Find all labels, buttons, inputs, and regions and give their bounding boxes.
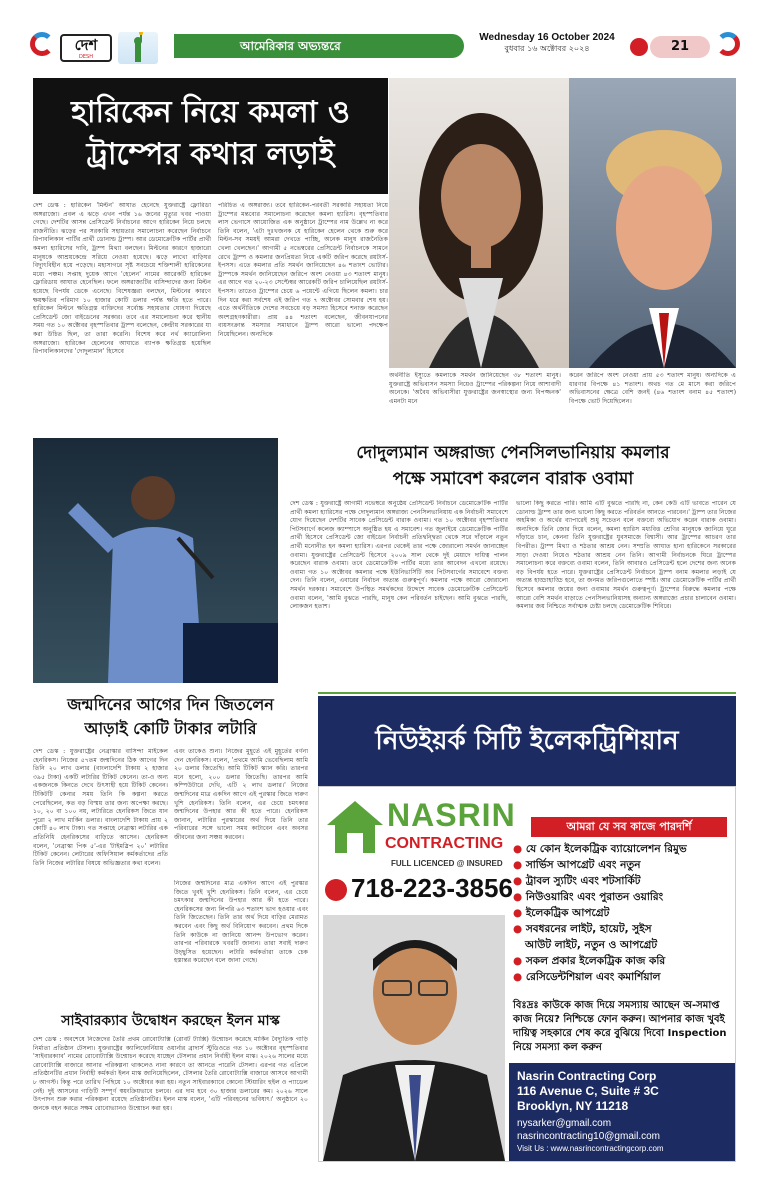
website-link[interactable]: Visit Us : www.nasrincontractingcorp.com	[517, 1144, 664, 1153]
story3-column-1: দেশ ডেস্ক : যুক্তরাষ্ট্রের নেব্রাস্কার বাসিন্দা মাইকেল হেনরিকস। নিজের ৫৭তম জন্মদিনের ঠিক আগের দিন তিনি ২০ লাখ ডলার (বাংলাদেশি টাকায় ২ হাজার ৩৯৫ টাকা) একটি লটারির টিকিট কেনেন। তা-ও অন্য একজনকে কিনতে দেখে উৎসাহী হয়ে টিকিট কেনেন। টিকিটটি কেনার সময় তিনি কি কল্পনা করতে পেরেছিলেন, কত বড় বিস্ময় তার জন্য অপেক্ষা করছে। ১০, ২০ বা ১০০ নয়, লটারিতে হেনরিকস জিতে যান পুরো ২ লাখ মার্কিন ডলার। বাংলাদেশি টাকায় প্রায় ২ কোটি ৪০ লাখ টাকা। গত সপ্তাহে নেব্রাস্কা লটারির এক প্রতিনিধি হেনরিকসের বাড়িতে আসেন। হেনরিকস বলেন, 'নেব্রাস্কা পিক ৫'-এর 'টাইমস্লিপ ২০' লটারির টিকিট কেনেন। লেটারের অফিসিয়াল কর্মকর্তাদের প্রতি তিনি নিজের লটারির বিষয়ে অভিজ্ঞতার কথা বলেন।	[33, 748, 168, 867]
contact-person-photo	[323, 915, 505, 1161]
email-2[interactable]: nasrincontracting10@gmail.com	[517, 1131, 660, 1142]
kamala-harris-photo	[389, 78, 569, 368]
corp-name: Nasrin Contracting Corp	[517, 1069, 657, 1083]
page-number: 21	[650, 36, 710, 58]
email-1[interactable]: nysarker@gmail.com	[517, 1118, 612, 1129]
phone-icon	[325, 879, 347, 901]
header-flag-icon	[630, 38, 648, 56]
service-item: ● সবধরনের লাইট, হায়েট, সুইস	[513, 923, 652, 935]
header-right-arc	[716, 32, 740, 56]
ad-top-rule	[318, 692, 736, 694]
story2-column-1: দেশ ডেস্ক : যুক্তরাষ্ট্রে আগামী নভেম্বরে অনুষ্ঠেয় প্রেসিডেন্ট নির্বাচনে ডেমোক্রেটিক পার্টির প্রার্থী কমলা হ্যারিসের পক্ষে দোদুল্যমান অঙ্গরাজ্য পেনসিলভানিয়ায় এক নির্বাচনী সমাবেশে যোগ দিয়েছেন দেশটির সাবেক প্রেসিডেন্ট বারাক ওবামা। গত ১০ অক্টোবর বৃহস্পতিবার পিটসবার্গে কলেজ ক্যাম্পাসে অনুষ্ঠিত হয় এ সমাবেশ। গত জুলাইয়ে ডেমোক্রেটিক পার্টির প্রার্থী হিসেবে প্রেসিডেন্ট জো বাইডেন নির্বাচনী প্রতিদ্বন্দ্বিতা থেকে সরে দাঁড়ালে নতুন প্রার্থী মনোনীত হন কমলা হ্যারিস। এরপর থেকেই তার পক্ষে জোরালো সমর্থন জানাচ্ছেন ওবামা। যুক্তরাষ্ট্রের প্রেসিডেন্ট হিসেবে ২০০৯ সাল থেকে দুই মেয়াদে দায়িত্ব পালন করেছেন বারাক ওবামা। তবে ডেমোক্রেটিক পার্টির মধ্যে তার আবেদন এখনো রয়েছে। ওবামা গত ১০ অক্টোবর কমলার পক্ষে ইউনিভার্সিটি অব পিটসবার্গের সমাবেশে বক্তব্য দেন। তিনি বলেন, এবারের নির্বাচন অত্যন্ত গুরুত্বপূর্ণ। কমলার পক্ষে আরো জোরালো সমর্থন দরকার। সমাবেশে উপস্থিত সমর্থকদের উদ্দেশে সাবেক ডেমোক্রেটিক প্রেসিডেন্ট ওবামা বলেন, 'আমি বুঝতে পারছি, মানুষ কেন পরিবর্তন চাইছেন। আমি বুঝতে পারছি, লোকজন হতাশ।	[290, 500, 508, 611]
story2-column-2: ভালো কিছু করতে পারি। আমি এটি বুঝতে পারছি না, কেন কেউ এটি ভাবতে পারেন যে ডোনাল্ড ট্রাম্প তার জন্য ভালো কিছু করতে পরিবর্তন আনতে পারবেন।' ট্রাম্প তার নিজের অহমিকা ও অর্থের ব্যাপারেই শুধু সচেতন বলে বক্তব্যে অভিযোগ করেন বারাক ওবামা। অন্যদিকে তিনি জোর দিয়ে বলেন, কমলা হ্যারিস মধ্যবিত্ত শ্রেণির মানুষকে জানিয়ে ঘুরে দাঁড়াতে চান, কেননা তিনি যুক্তরাষ্ট্রের যুবসমাজে বিশ্বাসী। আর ট্রাম্পের আচরণ তার বিপরীত। ট্রাম্প মিথ্যা ও শঠতার আশ্রয় নেন। সম্প্রতি আঘাত হানা হারিকেনে সরকারের সাড়া দেওয়া নিয়েও শঠতার আশ্রয় নেন তিনি। আগামী নির্বাচনকে ঘিরে ট্রাম্পের সমালোচনা করে বক্তব্যে ওবামা বলেন, তিনি আবারও প্রেসিডেন্ট হলে দেশের জন্য অনেক বড় বিপর্যয় হতে পারে। যুক্তরাষ্ট্রের প্রেসিডেন্ট নির্বাচনে ট্রাম্প বনাম কমলার লড়াই যে অত্যন্ত হাড্ডাহাড্ডি হবে, তা জনমত জরিপগুলোতে স্পষ্ট। আর ডেমোক্রেটিক পার্টির প্রার্থী হিসেবে কমলার জয়ের জন্য ওবামার সমর্থন গুরুত্বপূর্ণ। ট্রাম্পের বিরুদ্ধে কমলার পক্ষে আরো বেশি সমর্থন বাড়াতে পেনসিলভানিয়াসহ অন্যান্য অঙ্গরাজ্যে প্রচার চালাবেন ওবামা। কমলার জয় নিশ্চিতে সর্বাত্মক চেষ্টা চলছে ডেমোক্রেটিক শিবিরে।	[516, 500, 736, 611]
story1-caption-continued: করেন জরিপে অংশ নেওয়া প্রায় ৫৩ শতাংশ মানুষ। অন্যদিকে এ ধারণার বিপক্ষে ৪১ শতাংশ। অথচ গত মে মাসে করা জরিপে অভিবাসনের ক্ষেত্রে বেশি জনই (৪৬ শতাংশ বনাম ৪৫ শতাংশ) বিপক্ষে ভোট দিয়েছিলেন।	[569, 372, 736, 405]
header-left-arc	[30, 32, 54, 56]
story3-column-2: এবং তাকেও শুন্য। নিজের মুহূর্তে এই মুহূর্তের বর্ণনা দেন হেনরিকস। বলেন, 'প্রথমে আমি ভেবেছিলাম আমি ২০ ডলার জিতেছি। আমি টিকিট স্ক্যান করি। তারপর মনে হলো, ২০০ ডলার জিতেছি। তারপর আমি কম্পিউটারে দেখি, এটি ২ লাখ ডলার।' নিজের জন্মদিনের মাত্র একদিন আগে এই পুরস্কার জিতে দারুণ খুশি হেনরিকস। তিনি বলেন, এর চেয়ে চমৎকার জন্মদিনের উপহার আর কী হতে পারে। হেনরিকস জানান, লটারির পুরস্কারের অর্থ দিয়ে তিনি তার পরিবারের সঙ্গে ভালো সময় কাটাবেন এবং অবসর জীবনের জন্য সঞ্চয় করবেন।	[174, 748, 308, 841]
page-header	[0, 0, 770, 68]
service-item: ● ইলেকট্রিক আপগ্রেট	[513, 907, 610, 919]
service-item: ● যে কোন ইলেকট্রিক ব্যায়োলেশন রিমুভ	[513, 843, 687, 855]
service-item: ● নিউওয়ারিং এবং পুরাতন ওয়ারিং	[513, 891, 664, 903]
company-name-line1: NASRIN	[387, 797, 516, 833]
service-item: ● সার্ভিস আপগ্রেট এবং নতুন	[513, 859, 641, 871]
service-item: ● ট্রাবল স্যুটিং এবং শটসার্কিট	[513, 875, 641, 887]
story1-column-2: পরিচিত এ অঙ্গরাজ্য। তবে হারিকেন-পরবর্তী সরকারি সহায়তা নিয়ে ট্রাম্পের মন্তব্যের সমালোচনা করেছেন কমলা হ্যারিস। বৃহস্পতিবার লাস ভেগাসে আয়োজিত এক অনুষ্ঠানে ট্রাম্পের নাম উল্লেখ না করে তিনি বলেন, 'এটা দুঃখজনক যে হারিকেন হেলেন থেকে শুরু করে মিল্টন-সব সময়ই আমরা দেখতে পাচ্ছি, অনেক মানুষ রাজনৈতিক খেলা খেলছেন।' আগামী ৫ নভেম্বরের প্রেসিডেন্ট নির্বাচনকে সামনে রেখে ট্রাম্প ও কমলার জনপ্রিয়তা নিয়ে একটি জরিপ করেছে রয়টার্স-ইপসস। এতে কমলার প্রতি সমর্থন জানিয়েছেন ৪৬ শতাংশ ভোটার। ট্রাম্পকে সমর্থন জানিয়েছেন জরিপে অংশ নেওয়া ৪৩ শতাংশ মানুষ। এর আগে গত ২০-২৩ সেপ্টেম্বর আরেকটি জরিপ চালিয়েছিল রয়টার্স-ইপসস। তাতেও ট্রাম্পের চেয়ে ৬ পয়েন্টে এগিয়ে ছিলেন কমলা। চার দিন ধরে করা সর্বশেষ এই জরিপ গত ৭ অক্টোবর সোমবার শেষ হয়। এতে অর্থনীতিকে দেশের সবচেয়ে বড় সমস্যা হিসেবে শনাক্ত করেছেন অংশগ্রহণকারীরা। প্রায় ৪৪ শতাংশ বলেছেন, জীবনযাপনের ব্যয়সংক্রান্ত সমস্যার সমাধানে ট্রাম্প আরো ভালো পদক্ষেপ নিয়েছিলেন। অন্যদিকে	[218, 202, 388, 338]
story1-column-1: দেশ ডেস্ক : হারিকেন 'মিল্টন' আঘাত হেনেছে যুক্তরাষ্ট্রে ফ্লোরিডা অঙ্গরাজ্যে। প্রবল এ ঝড়ে এখন পর্যন্ত ১৬ জনের মৃত্যুর খবর পাওয়া গেছে। দেশটির আসন্ন প্রেসিডেন্ট নির্বাচনের আগে হারিকেন নিয়ে চলছে রাজনীতি। ঝড়ের পর সরকারি সহায়তার সমালোচনা করেছেন নির্বাচনে রিপাবলিকান পার্টির প্রার্থী ডোনাল্ড ট্রাম্প। আর ডেমোক্রেটিক পার্টির প্রার্থী কমলা হ্যারিসের দাবি, ট্রাম্প মিথ্যা বলছেন। মিল্টনের কারণে হাজারো মানুষকে আশ্রয়কেন্দ্রে সরিয়ে নেওয়া হয়েছে। ঝড়ে লাখো বাড়িঘর বিদ্যুৎবিহীন হয়ে পড়েছে। মহাসাগরে সৃষ্ট সবচেয়ে শক্তিশালী হারিকেনের মধ্যে পঞ্চম। সপ্তাহ দুয়েক আগে 'হেলেন' নামের আরেকটি হারিকেন ফ্লোরিডায় আঘাত হেনেছিল। ফলে অঙ্গরাজ্যটির বাসিন্দাদের জন্য মিল্টন হয়েছে বিপর্যয় ডেকে এনেছে। বিশেষজ্ঞরা বলছেন, মিল্টনের কারণে ক্ষয়ক্ষতির পরিমাণ ১০ হাজার কোটি ডলার পর্যন্ত ক্ষতি হতে পারে। হারিকেন মিল্টনে ক্ষতিগ্রস্ত ব্যক্তিদের সর্বোচ্চ সহায়তার ঘোষণা দিয়েছে প্রেসিডেন্ট জো বাইডেনের সরকার। তবে এর সমালোচনা করে স্থানীয় সময় গত ১০ অক্টোবর বৃহস্পতিবার ট্রাম্প বলেছেন, কেন্দ্রীয় সরকারের যা করা উচিত ছিল, তা তারা করেনি। বিশেষ করে নর্থ ক্যারোলিনা অঙ্গরাজ্যে। হারিকেন হেলেনের আঘাতে ব্যাপক ক্ষতিগ্রস্ত হয়েছিল রিপাবলিকানদের 'দোদুল্যমান' হিসেবে	[33, 202, 211, 356]
ad-contact-box	[509, 1063, 735, 1161]
ad-body	[318, 786, 736, 1162]
story3-column-3: নিজের জন্মদিনের মাত্র একদিন আগে এই পুরস্কার জিতে খুবই খুশি হেনরিকস। তিনি বলেন, এর চেয়ে চমৎকার জন্মদিনের উপহার আর কী হতে পারে। হেনরিকসের জন্য লিপরি ৬৩ শতাংশ ভাগ হওয়ার এবং তিনি জিতেছেন। তিনি তার অর্থ দিয়ে বাড়ির মেরামত করবেন এবং কিছু অর্থ বিনিয়োগ করবেন। প্রথম দিকে তিনি কাউকে না জানিয়ে আনন্দ উপভোগ করেন। তারপর পরিবারকে খবরটি জানান। তারা সবাই দারুণ উচ্ছ্বসিত হয়েছেন। লটারি কর্মকর্তারা তাকে চেক হস্তান্তর করেছেন বলে জানা গেছে।	[174, 880, 308, 965]
story4-body: দেশ ডেস্ক : অবশেষে নিজেদের তৈরি প্রথম রোবোট্যাক্সি (রোবট ট্যাক্সি) উন্মোচন করেছে মার্কিন বৈদ্যুতিক গাড়ি নির্মাতা প্রতিষ্ঠান টেসলা। যুক্তরাষ্ট্রের ক্যালিফোর্নিয়ায় ওয়ার্নার ব্রাদার্স স্টুডিওতে গত ১০ অক্টোবর বৃহস্পতিবার 'সাইবারক্যাব' নামের রোবোট্যাক্সি উন্মোচন করেছে যাচ্ছেন টেসলার প্রধান নির্বাহী ইলন মাস্ক। ২০২৬ সালের মধ্যে রোবোট্যাক্সি বাজারে আনার পরিকল্পনা থাকলেও নানা কারণে তা আনতে পারেনি টেসলা। এরপর গত এপ্রিলে প্রতিষ্ঠানটির প্রধান নির্বাহী কর্মকর্তা ইলন মাস্ক জানিয়েছিলেন, টেসলার তৈরি রোবোট্যাক্সি বাজারে আসবে আগামী ৮ আগস্ট। কিন্তু পরে তারিখ পিছিয়ে ১০ অক্টোবর করা হয়। নতুন সাইবারক্যাবে কোনো স্টিয়ারিং হুইল ও প্যাডেল নেই। দুই আসনের গাড়িটি সম্পূর্ণ স্বয়ংক্রিয়ভাবে চলবে। এর দাম হবে ৩০ হাজার ডলারের কম। ২০২৬ সালে উৎপাদন শুরু করার পরিকল্পনা রয়েছে প্রতিষ্ঠানটির। ইলন মাস্ক বলেন, 'এটি পরিবহনের ভবিষ্যৎ।' অনুষ্ঠানে ২০ জনকে বহন করতে সক্ষম রোবোভ্যানও উন্মোচন করা হয়।	[33, 1036, 308, 1112]
service-item: আউট লাইট, নতুন ও আপগ্রেট	[525, 939, 658, 951]
desh-logo: দেশ DESH	[60, 34, 112, 62]
address-line1: 116 Avenue C, Suite # 3C	[517, 1084, 659, 1098]
company-name-line2: CONTRACTING	[385, 835, 504, 852]
obama-photo	[33, 438, 278, 683]
header-date: Wednesday 16 October 2024 বুধবার ১৬ অক্টোবর ২০২৪	[479, 32, 615, 53]
ad-banner: নিউইয়র্ক সিটি ইলেকট্রিশিয়ান	[318, 696, 736, 786]
service-item: ● রেসিডেন্টশিয়াল এবং কমার্শিয়াল	[513, 971, 661, 983]
services-list	[513, 841, 733, 985]
statue-liberty-icon	[118, 32, 158, 64]
house-logo-icon	[327, 797, 383, 857]
licence-text: FULL LICENCED @ INSURED	[391, 859, 503, 868]
section-title: আমেরিকার অভ্যন্তরে	[240, 39, 341, 53]
story1-photo-caption: অর্থনীতি ইস্যুতে কমলাকে সমর্থন জানিয়েছেন ৩৮ শতাংশ মানুষ। যুক্তরাষ্ট্রে অভিবাসন সমস্যা নিয়েও ট্রাম্পের পরিকল্পনা নিয়ে আশাবাদী অনেকে। 'অবৈধ অভিবাসীরা যুক্তরাষ্ট্রের জনস্বাস্থ্যের জন্য বিপজ্জনক' এমনটা মনে	[389, 372, 561, 405]
story3-headline: জন্মদিনের আগের দিন জিতলেন আড়াই কোটি টাকার লটারি	[67, 695, 274, 738]
story2-headline: দোদুল্যমান অঙ্গরাজ্য পেনসিলভানিয়ায় কমলার পক্ষে সমাবেশ করলেন বারাক ওবামা	[356, 443, 670, 489]
ad-notice: বিঃদ্রঃ কাউকে কাজ দিয়ে সমস্যায় আছেন অ-সমাপ্ত কাজ নিয়ে? নিশ্চিন্তে ফোন করুন। আপনার কাজ খুবই দায়িত্ব সহকারে শেষ করে বুঝিয়ে দিবো Inspection নিয়ে সমস্যা কল করুন	[513, 1000, 727, 1053]
expertise-title: আমরা যে সব কাজে পারদর্শি	[531, 817, 727, 837]
story1-headline: হারিকেন নিয়ে কমলা ও ট্রাম্পের কথার লড়াই	[33, 78, 388, 194]
section-bar	[174, 34, 464, 58]
service-item: ● সকল প্রকার ইলেকট্রিক কাজ করি	[513, 955, 666, 967]
phone-number: 718-223-3856	[351, 873, 513, 903]
story4-headline: সাইবারক্যাব উদ্বোধন করছেন ইলন মাস্ক	[61, 1013, 280, 1029]
address-line2: Brooklyn, NY 11218	[517, 1099, 629, 1113]
donald-trump-photo	[569, 78, 736, 368]
